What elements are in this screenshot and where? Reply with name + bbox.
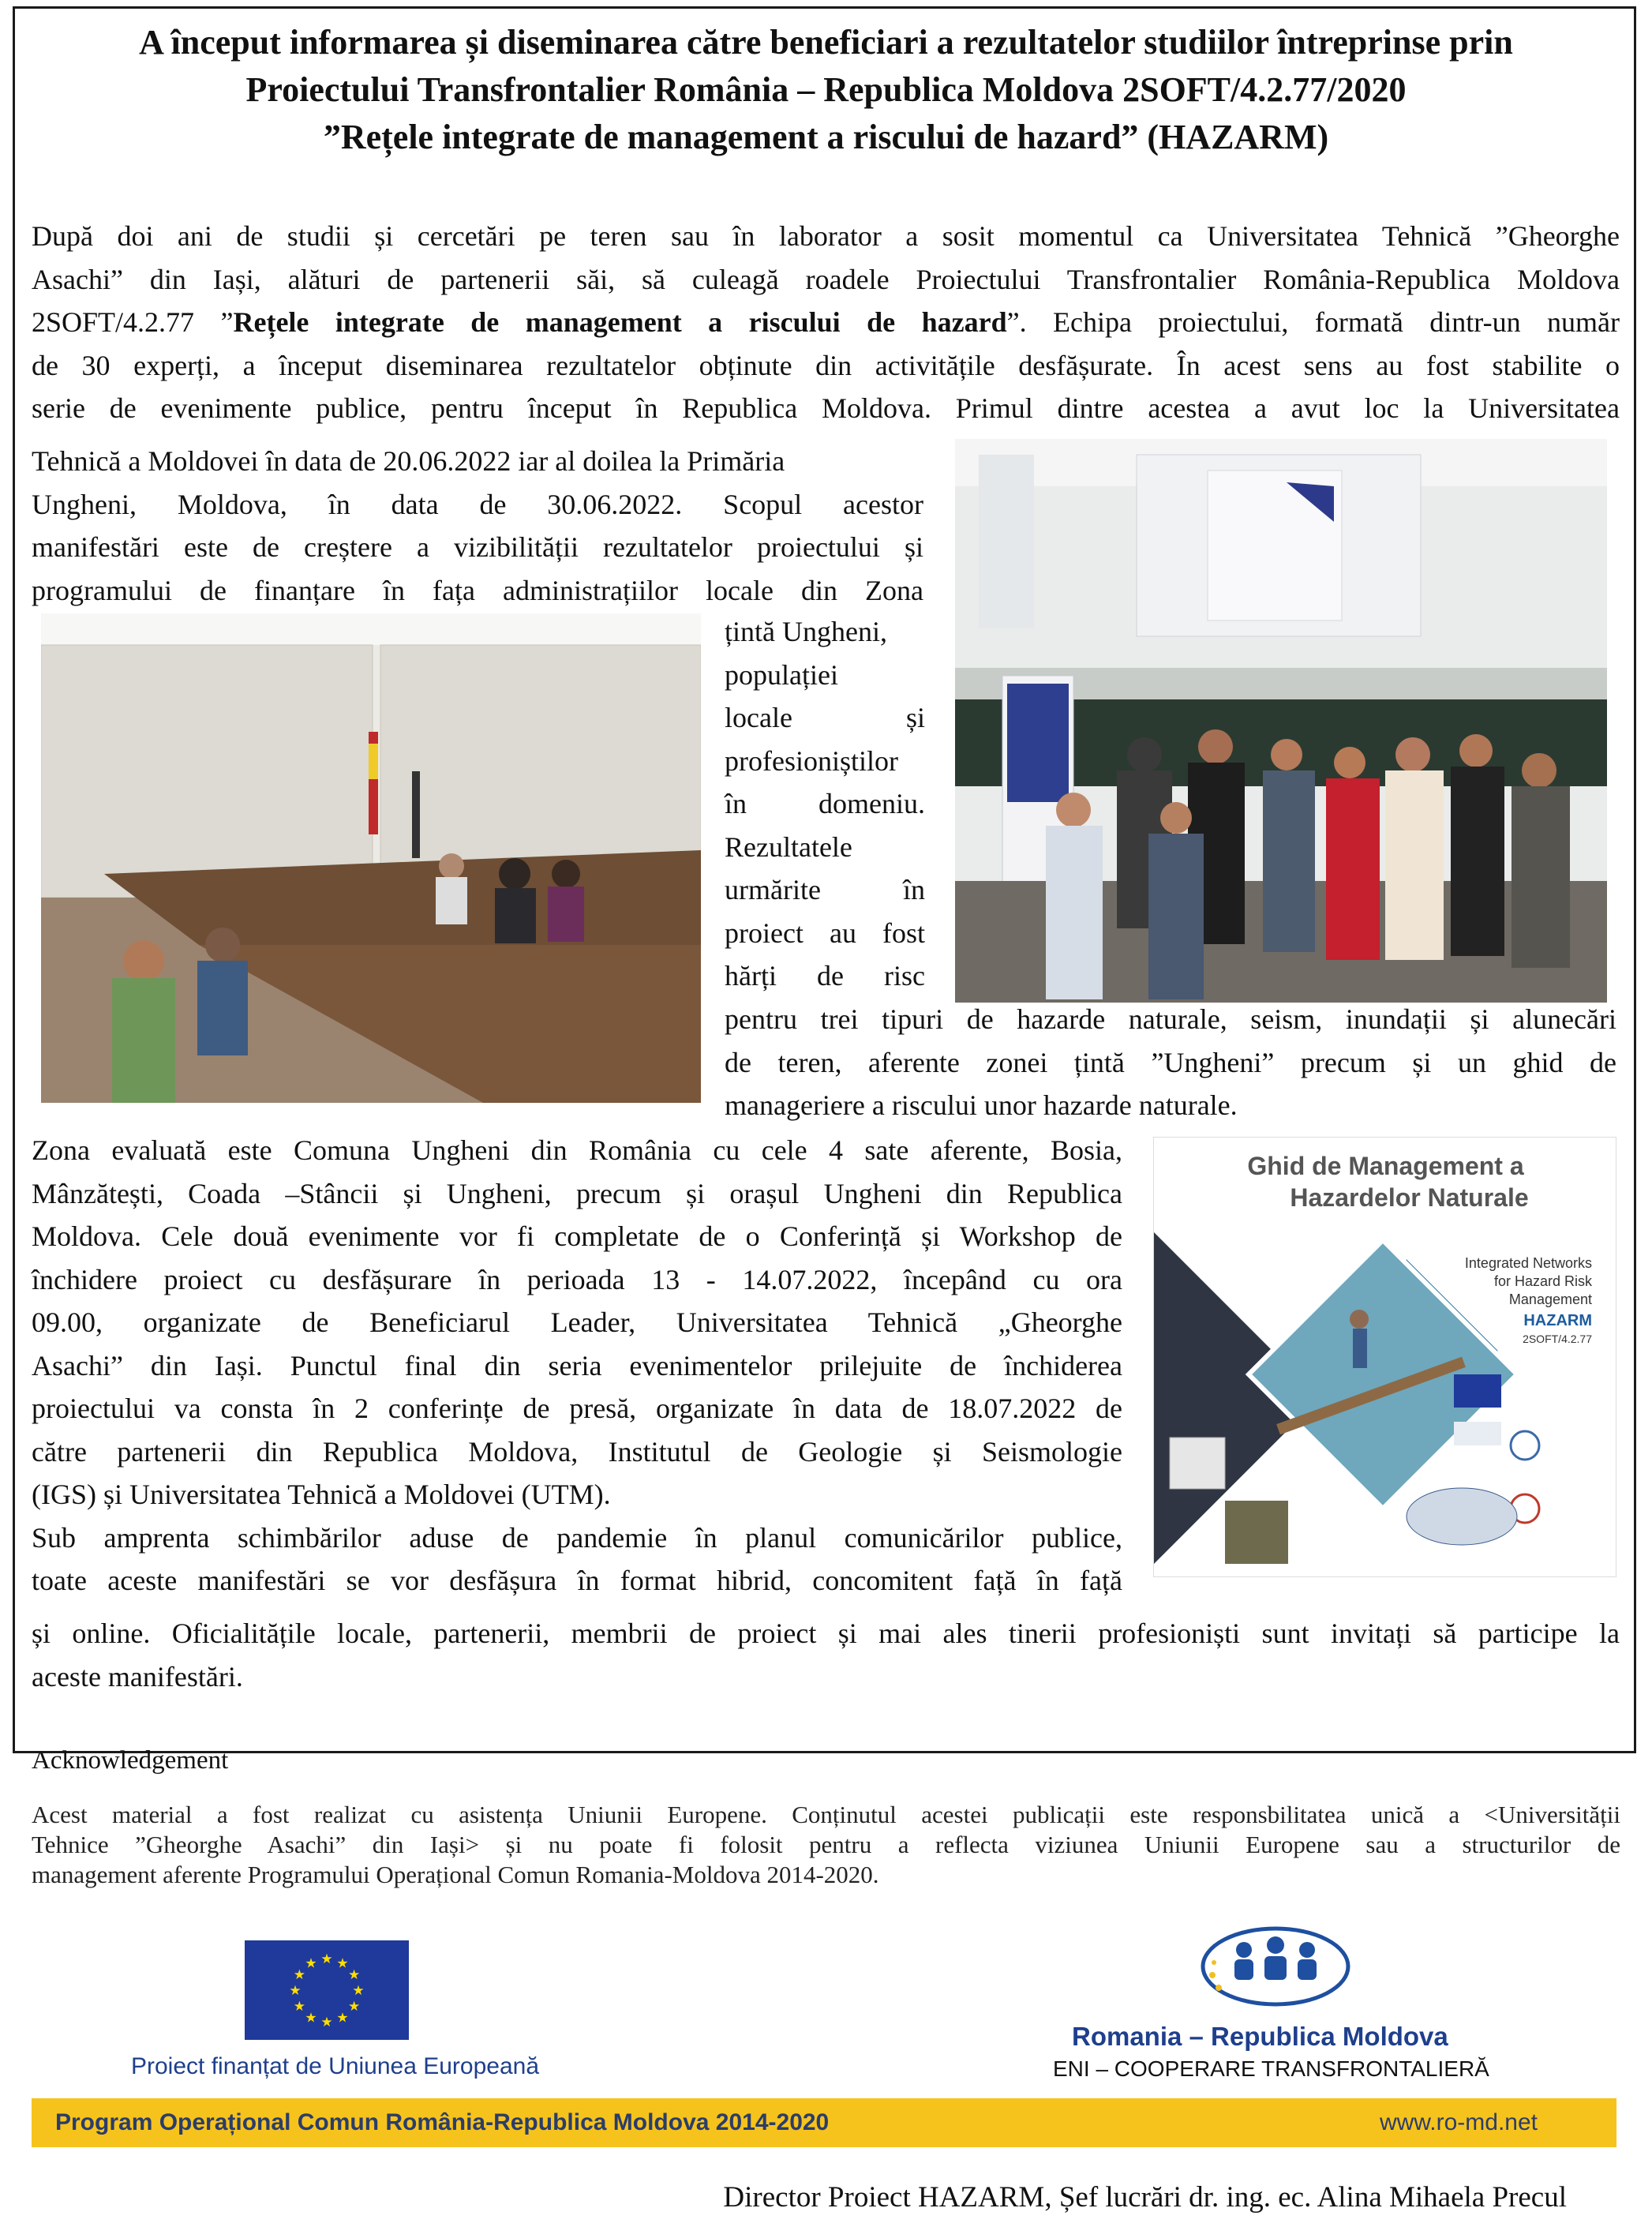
closing-line-1: și online. Oficialitățile locale, partenerii, membrii de proiect și mai ales tinerii profesioniști sunt invitați să participe la — [32, 1618, 1620, 1649]
eu-star-icon: ★ — [320, 2015, 333, 2030]
eu-star-icon: ★ — [305, 1955, 317, 1971]
guide-brand: HAZARM — [1523, 1312, 1592, 1329]
eu-star-icon: ★ — [293, 1967, 305, 1982]
zone-paragraph — [32, 1129, 1122, 1603]
zone-line: Moldova. Cele două evenimente vor fi completate de o Conferință și Workshop de — [32, 1220, 1122, 1252]
events-paragraph — [32, 440, 923, 612]
title-line-2: Proiectului Transfrontalier România – Republica Moldova 2SOFT/4.2.77/2020 — [245, 70, 1407, 109]
guide-title-1: Ghid de Management a — [1247, 1152, 1524, 1180]
events-line-3: manifestări este de creștere a vizibilității rezultatelor proiectului și — [32, 531, 923, 563]
program-website-link[interactable]: www.ro-md.net — [1379, 2109, 1538, 2135]
results-paragraph — [725, 998, 1616, 1127]
eu-star-icon: ★ — [352, 1983, 365, 1998]
events-line-2: Ungheni, Moldova, în data de 30.06.2022. Scopul acestor — [32, 488, 923, 520]
narrow-line: populației — [725, 658, 838, 691]
eu-star-icon: ★ — [336, 2010, 349, 2026]
eu-star-icon: ★ — [289, 1983, 302, 1998]
guide-title-2: Hazardelor Naturale — [1290, 1183, 1529, 1212]
zone-line: către partenerii din Republica Moldova, Institutul de Geologie și Seismologie — [32, 1435, 1122, 1468]
zone-line: toate aceste manifestări se vor desfășura în format hibrid, concomitent față în față — [32, 1565, 1122, 1596]
eu-star-icon: ★ — [336, 1955, 349, 1971]
intro-line-3: 2SOFT/4.2.77 ”Rețele integrate de management a riscului de hazard”. Echipa proiectului, formată dintr-un număr — [32, 306, 1620, 338]
eu-flag-logo — [245, 1940, 409, 2040]
acknowledgement-text — [32, 1800, 1620, 1890]
narrow-line: profesioniștilor — [725, 744, 898, 777]
ack-line-3: management aferente Programului Operațional Comun Romania-Moldova 2014-2020. — [32, 1861, 879, 1888]
intro-line-5: serie de evenimente publice, pentru început în Republica Moldova. Primul dintre acestea a avut loc la Universitatea — [32, 392, 1620, 424]
events-line-1: Tehnică a Moldovei în data de 20.06.2022 iar al doilea la Primăria — [32, 445, 785, 477]
acknowledgement-heading: Acknowledgement — [32, 1746, 229, 1775]
zone-line: 09.00, organizate de Beneficiarul Leader, Universitatea Tehnică „Gheorghe — [32, 1306, 1122, 1338]
document-title — [32, 19, 1620, 161]
meeting-room-photo — [41, 613, 701, 1103]
narrow-line: locale și — [725, 702, 925, 733]
ack-line-2: Tehnice ”Gheorghe Asachi” din Iași> și nu poate fi folosit pentru a reflecta viziunea Uniunii Europene sau a structurilor de — [32, 1831, 1620, 1858]
project-director-signature: Director Proiect HAZARM, Șef lucrări dr. ing. ec. Alina Mihaela Precul — [723, 2181, 1567, 2214]
intro-line-1: După doi ani de studii și cercetări pe teren sau în laborator a sosit momentul ca Universitatea Tehnică ”Gheorghe — [32, 220, 1620, 252]
intro-line-2: Asachi” din Iași, alături de partenerii săi, să culeagă roadele Proiectului Transfrontalier România-Republica Moldova — [32, 263, 1620, 295]
romd-title: Romania – Republica Moldova — [1072, 2022, 1448, 2051]
zone-line: proiectului va consta în 2 conferințe de presă, organizate în data de 18.07.2022 de — [32, 1393, 1122, 1424]
romd-program-logo — [1197, 1920, 1354, 2013]
zone-line: Mânzătești, Coada –Stâncii și Ungheni, precum și orașul Ungheni din Republica — [32, 1177, 1122, 1209]
eu-star-icon: ★ — [348, 1967, 361, 1982]
narrow-line: hărți de risc — [725, 960, 925, 992]
narrow-line: țintă Ungheni, — [725, 616, 887, 647]
group-photo — [955, 439, 1607, 1003]
zone-line: Asachi” din Iași. Punctul final din seria evenimentelor prilejuite de închiderea — [32, 1349, 1122, 1381]
results-line-3: manageriere a riscului unor hazarde naturale. — [725, 1089, 1238, 1121]
intro-paragraph — [32, 215, 1620, 430]
narrow-line: Rezultatele — [725, 830, 852, 863]
narrow-line: proiect au fost — [725, 917, 925, 949]
zone-line: (IGS) și Universitatea Tehnică a Moldovei (UTM). — [32, 1479, 611, 1510]
romd-subtitle: ENI – COOPERARE TRANSFRONTALIERĂ — [1053, 2056, 1489, 2081]
closing-line-2: aceste manifestări. — [32, 1660, 243, 1693]
results-line-1: pentru trei tipuri de hazarde naturale, seism, inundații și alunecări — [725, 1003, 1616, 1035]
eu-star-icon: ★ — [320, 1951, 333, 1966]
guide-subtitle-3: Management — [1508, 1291, 1592, 1307]
eu-caption: Proiect finanțat de Uniunea Europeană — [131, 2053, 540, 2079]
zone-line: închidere proiect cu desfășurare în perioada 13 - 14.07.2022, începând cu ora — [32, 1263, 1122, 1295]
intro-line-4: de 30 experți, a început diseminarea rezultatelor obținute din activitățile desfășurate. În acest sens au fost stabilite o — [32, 349, 1620, 381]
guide-subtitle-1: Integrated Networks — [1464, 1255, 1592, 1271]
closing-paragraph — [32, 1612, 1620, 1698]
zone-line: Zona evaluată este Comuna Ungheni din România cu cele 4 sate aferente, Bosia, — [32, 1134, 1122, 1166]
ack-line-1: Acest material a fost realizat cu asistența Uniunii Europene. Conținutul acestei publicații este responsbilitatea unică a <Universității — [32, 1801, 1620, 1828]
guide-subtitle-2: for Hazard Risk — [1493, 1273, 1592, 1289]
results-line-2: de teren, aferente zonei țintă ”Ungheni” precum și un ghid de — [725, 1046, 1616, 1078]
eu-star-icon: ★ — [305, 2010, 317, 2026]
title-line-1: A început informarea și diseminarea către beneficiari a rezultatelor studiilor întreprinse prin — [139, 23, 1513, 62]
narrow-line: urmărite în — [725, 874, 925, 905]
program-name: Program Operațional Comun România-Republica Moldova 2014-2020 — [55, 2109, 830, 2135]
guide-cover-image — [1153, 1137, 1616, 1577]
project-name-bold: Rețele integrate de management a riscului de hazard — [233, 306, 1007, 338]
eu-star-icon: ★ — [293, 1999, 305, 2014]
zone-line: Sub amprenta schimbărilor aduse de pandemie în planul comunicărilor publice, — [32, 1521, 1122, 1554]
title-line-3: ”Rețele integrate de management a riscului de hazard” (HAZARM) — [323, 118, 1329, 156]
program-footer-bar — [32, 2098, 1616, 2147]
narrow-column-text — [725, 610, 925, 998]
narrow-line: în domeniu. — [725, 788, 925, 819]
eu-star-icon: ★ — [348, 1999, 361, 2014]
guide-code: 2SOFT/4.2.77 — [1523, 1333, 1592, 1345]
events-line-4: programului de finanțare în fața administrațiilor locale din Zona — [32, 574, 923, 606]
